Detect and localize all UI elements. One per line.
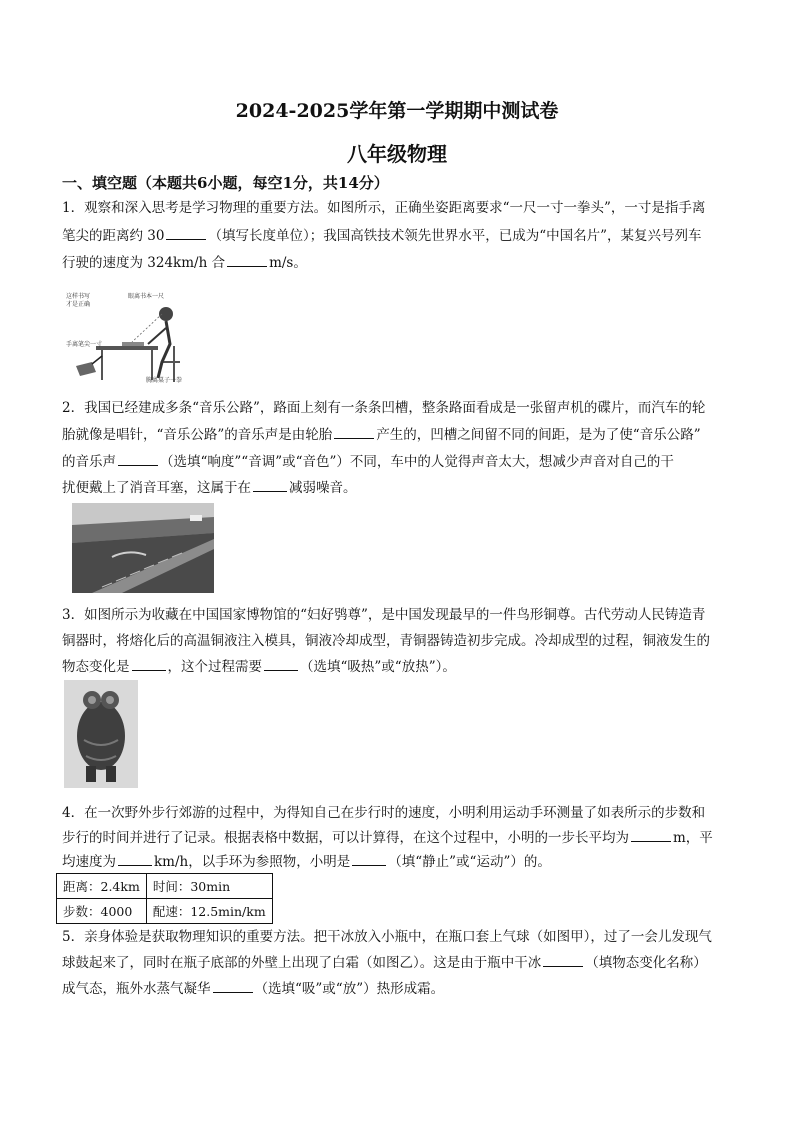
table-cell-time: 时间：30min [146,874,272,899]
fig-label-2: 才是正确 [66,301,91,308]
step-data-table [56,873,273,924]
q2-line4-b: 减弱噪音。 [289,480,357,496]
q2-blank-3[interactable] [253,478,287,492]
q3-blank-1[interactable] [132,657,166,671]
q5-line3 [62,979,444,999]
q3-line3-a: 物态变化是 [62,659,130,675]
q3-blank-2[interactable] [264,657,298,671]
q1-line2-b: （填写长度单位）；我国高铁技术领先世界水平，已成为“中国名片”，某复兴号列车 [208,228,702,244]
q5-blank-2[interactable] [213,979,253,993]
q1-blank-1[interactable] [166,226,206,240]
subject-title: 八年级物理 [347,142,447,166]
q2-line2 [62,425,701,445]
q4-line3-a: 均速度为 [62,854,116,870]
q4-line1: 4．在一次野外步行郊游的过程中，为得知自己在步行时的速度，小明利用运动手环测量了如表所示的步数和 [62,805,706,821]
q2-line4-a: 扰便戴上了消音耳塞，这属于在 [62,480,251,496]
q4-line3-c: （填“静止”或“运动”）的。 [388,854,551,870]
table-cell-pace: 配速：12.5min/km [146,899,272,924]
q2-line2-a: 胎就像是唱针，“音乐公路”的音乐声是由轮胎 [62,427,333,443]
q1-line2 [62,226,702,246]
q2-line3 [62,452,674,472]
q4-line3 [62,852,551,872]
q3-line3-b: ，这个过程需要 [167,659,262,675]
q1-line3 [62,253,307,273]
q3-line2: 铜器时，将熔化后的高温铜液注入模具，铜液冷却成型，青铜器铸造初步完成。冷却成型的过程，铜液发生的 [62,633,710,649]
table-cell-distance: 距离：2.4km [57,874,147,899]
q4-blank-3[interactable] [352,852,386,866]
fig-label-1: 这样书写 [66,293,91,300]
owl-zun-photo [64,680,138,788]
q1-blank-2[interactable] [227,253,267,267]
table-row [57,874,273,899]
q2-line3-a: 的音乐声 [62,454,116,470]
q1-line2-a: 笔尖的距离约 30 [62,228,165,244]
posture-figure [62,288,190,386]
fig-label-3: 眼离书本一尺 [128,293,165,300]
q3-line3 [62,657,456,677]
q4-line3-b: km/h，以手环为参照物，小明是 [154,854,351,870]
q5-line3-b: （选填“吸”或“放”）热形成霜。 [254,981,445,997]
q2-line4 [62,478,357,498]
q4-blank-2[interactable] [118,852,152,866]
q5-line2-a: 球鼓起来了，同时在瓶子底部的外壁上出现了白霜（如图乙）。这是由于瓶中干冰 [62,955,542,971]
q3-line3-c: （选填“吸热”或“放热”）。 [300,659,456,675]
music-road-photo [72,503,214,593]
q1-line3-b: m/s。 [269,255,307,271]
fig-label-5: 胸离桌子一拳 [146,377,183,384]
q5-line2 [62,953,707,973]
q4-line2-b: m，平 [673,830,713,846]
q2-line1: 2．我国已经建成多条“音乐公路”，路面上刻有一条条凹槽，整条路面看成是一张留声机的碟片，而汽车的轮 [62,400,706,416]
q5-blank-1[interactable] [543,953,583,967]
table-row [57,899,273,924]
q5-line3-a: 成气态，瓶外水蒸气凝华 [62,981,211,997]
q5-line2-b: （填物态变化名称） [585,955,707,971]
q4-line2 [62,828,713,848]
fig-label-4: 手离笔尖一寸 [66,341,103,348]
table-cell-steps: 步数：4000 [57,899,147,924]
q2-line3-b: （选填“响度”“音调”或“音色”）不同，车中的人觉得声音太大，想减少声音对自己的干 [160,454,674,470]
q2-blank-2[interactable] [118,452,158,466]
q5-line1: 5．亲身体验是获取物理知识的重要方法。把干冰放入小瓶中，在瓶口套上气球（如图甲），过了一会儿发现气 [62,929,712,945]
section-heading: 一、填空题（本题共6小题，每空1分，共14分） [62,174,389,192]
q2-line2-b: 产生的，凹槽之间留不同的间距，是为了使“音乐公路” [376,427,701,443]
q4-blank-1[interactable] [631,828,671,842]
q1-line3-a: 行驶的速度为 324km/h 合 [62,255,226,271]
q3-line1: 3．如图所示为收藏在中国国家博物馆的“妇好鸮尊”，是中国发现最早的一件鸟形铜尊。古代劳动人民铸造青 [62,607,706,623]
exam-title: 2024-2025学年第一学期期中测试卷 [235,100,559,122]
q4-line2-a: 步行的时间并进行了记录。根据表格中数据，可以计算得，在这个过程中，小明的一步长平均为 [62,830,629,846]
q2-blank-1[interactable] [334,425,374,439]
q1-line1: 1．观察和深入思考是学习物理的重要方法。如图所示，正确坐姿距离要求“一尺一寸一拳头”，一寸是指手离 [62,200,706,216]
